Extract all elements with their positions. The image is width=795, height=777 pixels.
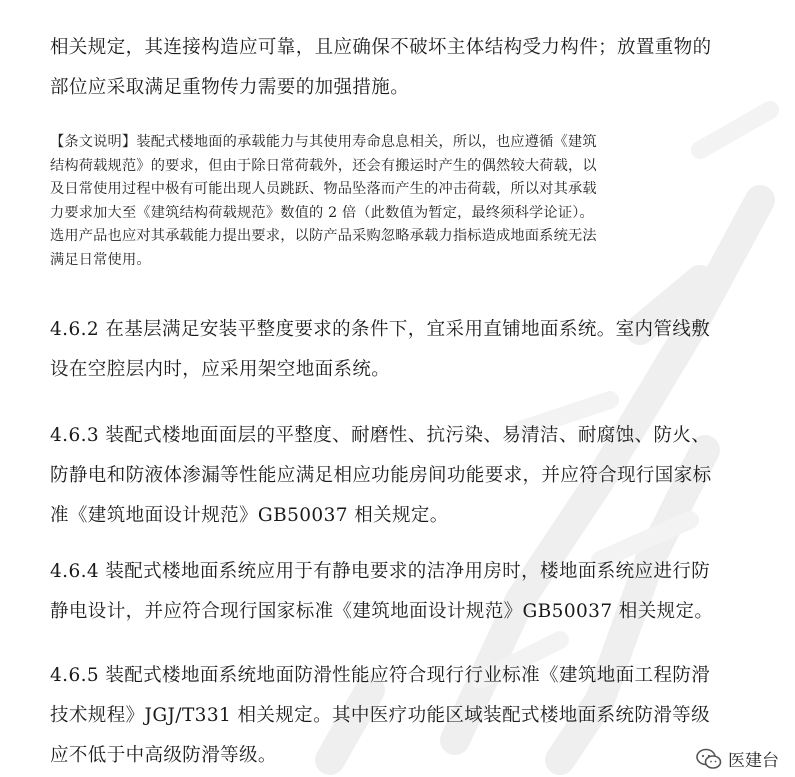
note-line: 及日常使用过程中极有可能出现人员跳跃、物品坠落而产生的冲击荷载，所以对其承载 [50, 181, 597, 198]
clause-4-6-4 [50, 552, 750, 632]
text-line: 4.6.2 在基层满足安装平整度要求的条件下，宜采用直铺地面系统。室内管线敷 [50, 319, 711, 340]
brand-name: 医建台 [728, 751, 779, 771]
text-line: 相关规定，其连接构造应可靠，且应确保不破坏主体结构受力构件；放置重物的 [50, 37, 712, 58]
text-line: 应不低于中高级防滑等级。 [50, 745, 277, 766]
note-line: 力要求加大至《建筑结构荷载规范》数值的 2 倍（此数值为暂定，最终须科学论证）。 [50, 204, 594, 221]
text-line: 4.6.5 装配式楼地面系统地面防滑性能应符合现行行业标准《建筑地面工程防滑 [50, 665, 711, 686]
text-line: 准《建筑地面设计规范》GB50037 相关规定。 [50, 505, 449, 526]
clause-4-6-3 [50, 416, 750, 536]
text-line: 部位应采取满足重物传力需要的加强措施。 [50, 77, 410, 98]
note-line: 选用产品也应对其承载能力提出要求，以防产品采购忽略承载力指标造成地面系统无法 [50, 228, 597, 245]
paragraph-intro [50, 28, 750, 108]
note-line: 结构荷载规范》的要求，但由于除日常荷载外，还会有搬运时产生的偶然较大荷载，以 [50, 157, 597, 174]
text-line: 技术规程》JGJ/T331 相关规定。其中医疗功能区域装配式楼地面系统防滑等级 [50, 705, 710, 726]
clause-4-6-5 [50, 656, 750, 776]
wechat-icon [696, 748, 722, 770]
text-line: 静电设计，并应符合现行国家标准《建筑地面设计规范》GB50037 相关规定。 [50, 601, 714, 622]
text-line: 设在空腔层内时，应采用架空地面系统。 [50, 359, 391, 380]
note-line: 【条文说明】装配式楼地面的承载能力与其使用寿命息息相关，所以，也应遵循《建筑 [50, 134, 597, 150]
note-line: 满足日常使用。 [50, 251, 151, 268]
source-brand[interactable] [696, 746, 779, 771]
clause-4-6-2 [50, 310, 750, 390]
text-line: 4.6.4 装配式楼地面系统应用于有静电要求的洁净用房时，楼地面系统应进行防 [50, 561, 711, 582]
text-line: 4.6.3 装配式楼地面面层的平整度、耐磨性、抗污染、易清洁、耐腐蚀、防火、 [50, 425, 711, 446]
clause-explanation [50, 131, 750, 273]
text-line: 防静电和防液体渗漏等性能应满足相应功能房间功能要求，并应符合现行国家标 [50, 465, 712, 486]
